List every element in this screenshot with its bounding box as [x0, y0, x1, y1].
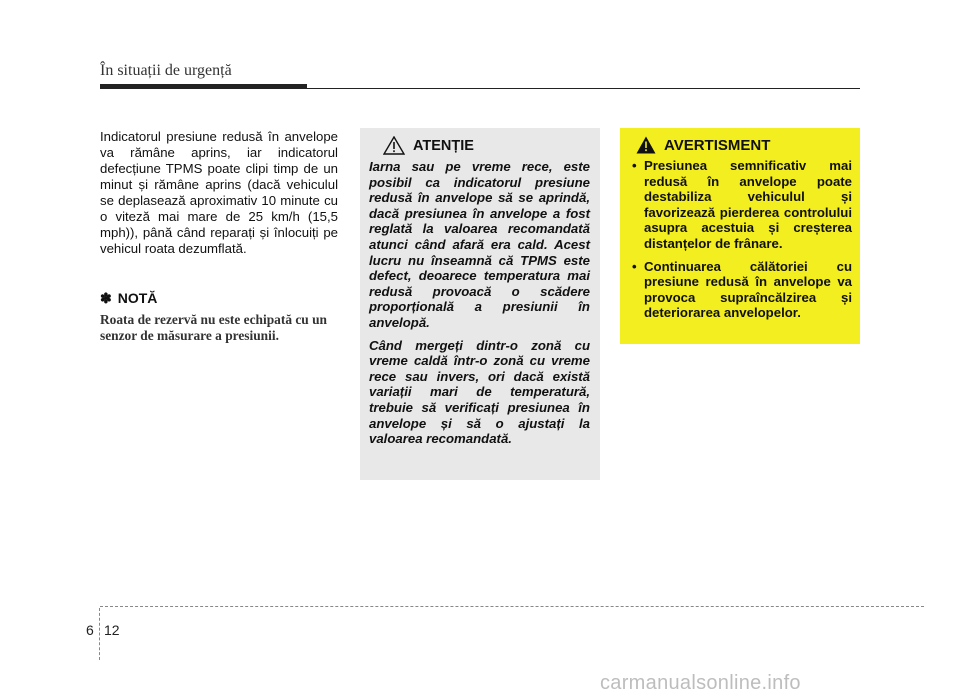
bullet: • [632, 258, 637, 274]
note-star-icon: ✽ [100, 290, 112, 306]
chapter-number: 6 [86, 622, 94, 638]
section-title: În situații de urgență [100, 62, 232, 79]
caution-paragraph: Iarna sau pe vreme rece, este posibil ca indicatorul presiune redusă în anvelope să se aprindă, dacă presiunea în anvelope a fost reglată la valoarea recomandată atunci când afară era cald. Acest lucru nu înseamnă că TPMS este defect, deoarece temperatura mai redusă provoacă o scădere proporțională a presiunii în anvelopă. [369, 159, 590, 330]
header-rule [100, 88, 860, 89]
caution-header [369, 136, 590, 155]
warning-triangle-icon [383, 136, 405, 155]
footer-rule [100, 606, 924, 607]
watermark: carmanualsonline.info [600, 672, 801, 694]
warning-item-text: Presiunea semnificativ mai redusă în anvelope poate destabiliza vehiculul și favorizează pierderea controlului asupra acestuia și creșterea distanțelor de frânare. [644, 158, 852, 251]
caution-paragraph: Când mergeți dintr-o zonă cu vreme caldă într-o zonă cu vreme rece sau invers, ori dacă există variații mari de temperatură, trebuie să verificați presiunea în anvelope și să o ajustați la valoarea recomandată. [369, 337, 590, 447]
warning-item [630, 259, 852, 321]
warning-triangle-filled-icon [636, 136, 656, 154]
warning-item [630, 158, 852, 252]
caution-box [360, 128, 600, 480]
warning-heading: AVERTISMENT [664, 136, 771, 154]
warning-header [630, 136, 852, 154]
note-body: Roata de rezervă nu este echipată cu un senzor de măsurare a presiunii. [100, 312, 327, 343]
warning-item-text: Continuarea călătoriei cu presiune redusă în anvelope va provoca supraîncălzirea și deteriorarea anvelopelor. [644, 258, 852, 321]
page-number: 12 [104, 622, 120, 638]
bullet: • [632, 158, 637, 173]
warning-box [620, 128, 860, 344]
note-heading [100, 290, 157, 307]
body-paragraph: Indicatorul presiune redusă în anvelope va rămâne aprins, iar indicatorul defecțiune TPMS poate clipi timp de un minut și rămâne aprins (dacă vehiculul se deplasează aproximativ 10 minute cu o viteză mai mare de 25 km/h (15,5 mph)), până când reparați și înlocuiți pe vehicul roata dezumflată. [100, 129, 338, 256]
note-heading-label: NOTĂ [117, 290, 158, 306]
caution-heading: ATENȚIE [413, 137, 474, 154]
footer-divider [99, 608, 100, 660]
